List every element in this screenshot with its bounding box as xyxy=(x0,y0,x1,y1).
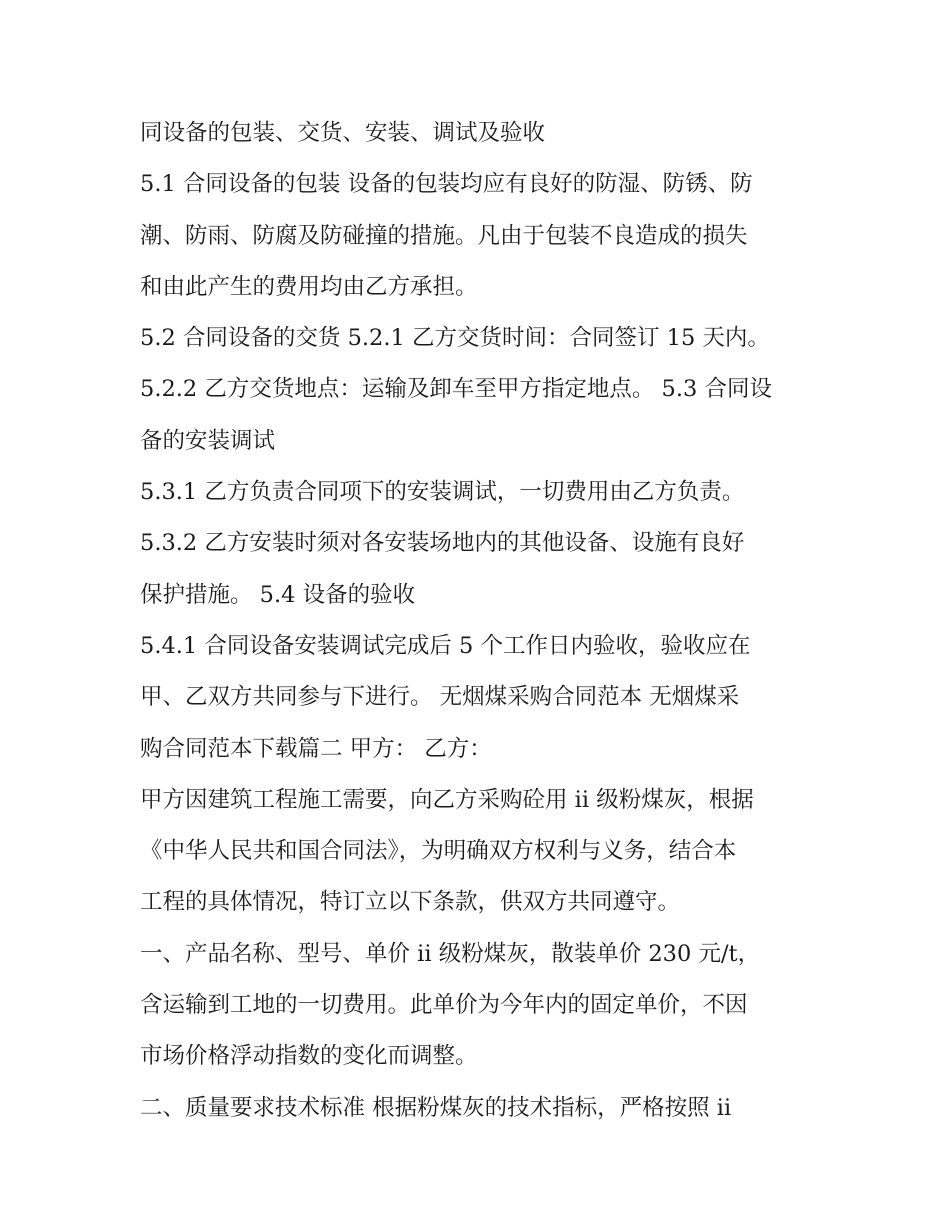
text-line: 同设备的包装、交货、安装、调试及验收 xyxy=(140,120,546,146)
text-line: 5.2 合同设备的交货 5.2.1 乙方交货时间：合同签订 15 天内。 xyxy=(140,325,770,352)
text-line: 一、产品名称、型号、单价 ii 级粉煤灰，散装单价 230 元/t， xyxy=(140,940,761,967)
text-line: 5.1 合同设备的包装 设备的包装均应有良好的防湿、防锈、防 xyxy=(140,171,753,198)
document-body xyxy=(140,108,830,1134)
text-line: 5.3.1 乙方负责合同项下的安装调试，一切费用由乙方负责。 xyxy=(140,479,745,506)
text-line: 5.3.2 乙方安装时须对各安装场地内的其他设备、设施有良好 xyxy=(140,530,745,557)
text-line: 《中华人民共和国合同法》，为明确双方权利与义务，结合本 xyxy=(140,838,737,865)
text-line: 甲方因建筑工程施工需要，向乙方采购砼用 ii 级粉煤灰，根据 xyxy=(140,786,754,813)
text-line: 含运输到工地的一切费用。此单价为今年内的固定单价，不因 xyxy=(140,992,748,1019)
text-line: 潮、防雨、防腐及防碰撞的措施。凡由于包装不良造成的损失 xyxy=(140,222,748,249)
text-line: 和由此产生的费用均由乙方承担。 xyxy=(140,273,478,300)
text-line: 甲、乙双方共同参与下进行。 无烟煤采购合同范本 无烟煤采 xyxy=(140,684,740,711)
text-line: 购合同范本下载篇二 甲方： 乙方： xyxy=(140,735,492,762)
text-line: 市场价格浮动指数的变化而调整。 xyxy=(140,1043,478,1070)
text-line: 工程的具体情况，特订立以下条款，供双方共同遵守。 xyxy=(140,889,681,916)
text-line: 5.4.1 合同设备安装调试完成后 5 个工作日内验收，验收应在 xyxy=(140,632,751,659)
text-line: 备的安装调试 xyxy=(140,427,276,454)
text-line: 二、质量要求技术标准 根据粉煤灰的技术指标，严格按照 ii xyxy=(140,1094,732,1121)
text-line: 保护措施。 5.4 设备的验收 xyxy=(140,581,416,608)
text-line: 5.2.2 乙方交货地点：运输及卸车至甲方指定地点。 5.3 合同设 xyxy=(140,376,772,403)
